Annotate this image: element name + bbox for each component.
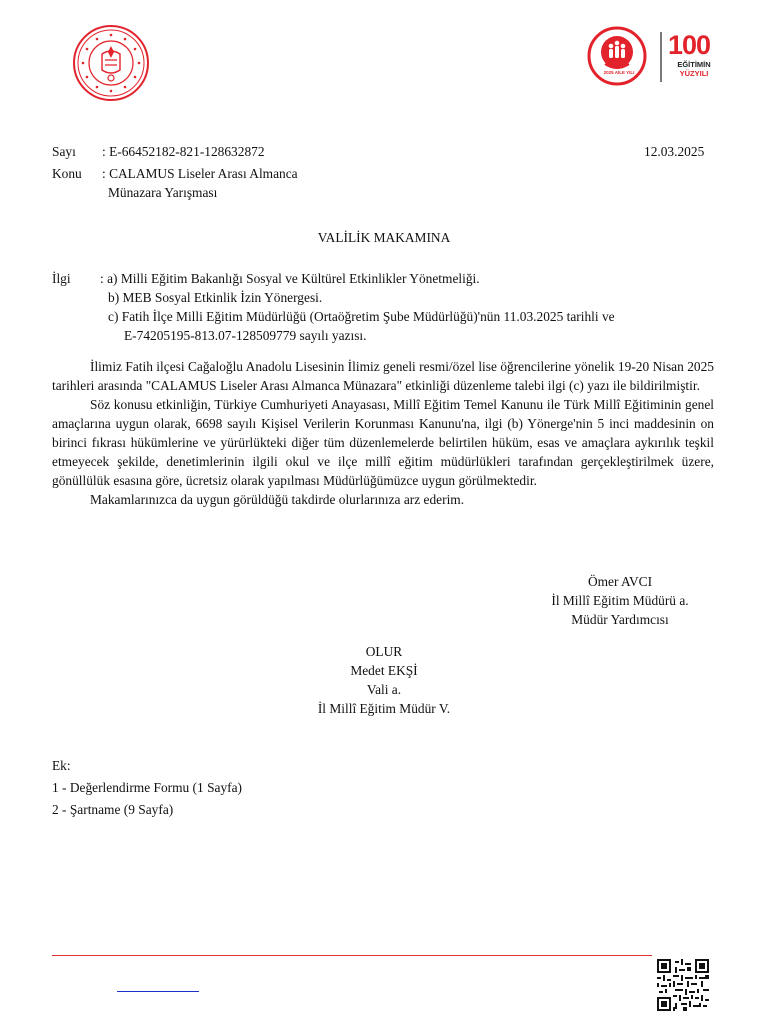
approval-block <box>0 642 768 718</box>
attachments-block <box>52 756 242 819</box>
recipient-heading: VALİLİK MAKAMINA <box>317 230 451 245</box>
signer-title2: Müdür Yardımcısı <box>571 612 669 627</box>
aile-yili-logo <box>585 26 665 88</box>
approval-name: Medet EKŞİ <box>350 663 418 678</box>
sayi-label: Sayı <box>52 144 76 159</box>
footer-divider <box>52 955 652 956</box>
egitimin-yuzyili-logo <box>668 30 720 90</box>
signer-title1: İl Millî Eğitim Müdürü a. <box>551 593 689 608</box>
footer-link-underline[interactable] <box>117 991 199 992</box>
ilgi-label: İlgi <box>52 271 71 286</box>
qr-code-icon <box>657 959 709 1011</box>
konu-label: Konu <box>52 166 82 181</box>
centennial-number: 100 <box>668 30 711 60</box>
ilgi-item-b: b) MEB Sosyal Etkinlik İzin Yönergesi. <box>108 290 323 305</box>
ilgi-item-c-cont: E-74205195-813.07-128509779 sayılı yazısı. <box>124 328 367 343</box>
body-paragraph-3: Makamlarınızca da uygun görüldüğü takdirde olurlarınıza arz ederim. <box>90 492 465 507</box>
letter-body <box>52 357 714 509</box>
aile-yili-caption: 2025 AİLE YILI <box>603 70 635 75</box>
sayi-value: : E-66452182-821-128632872 <box>102 144 265 159</box>
body-paragraph-2: Söz konusu etkinliğin, Türkiye Cumhuriyeti Anayasası, Millî Eğitim Temel Kanunu ile Türk Millî Eğitiminin genel amaçlarına uygun olarak, 6698 sayılı Kişisel Verilerin Korunması Kanunu'na, ilgi (b) Yönerge'nin 5 inci maddesinin on birinci fıkrası hükümlerine ve yürürlükteki diğer tüm düzenlemelerde belirtilen hüküm, esas ve amaçlara aykırılık teşkil etmeyecek şekilde, denetimlerinin ilgili okul ve ilçe millî eğitim müdürlükleri tarafından gerçekleştirilmek üzere, gönüllülük esasına göre, ücretsiz olarak yapılması Müdürlüğümüzce uygun görülmektedir. <box>52 397 714 488</box>
approval-olur: OLUR <box>365 644 403 659</box>
ilgi-item-c: c) Fatih İlçe Milli Eğitim Müdürlüğü (Ortaöğretim Şube Müdürlüğü)'nün 11.03.2025 tarihli ve <box>108 309 615 324</box>
attachments-label: Ek: <box>52 758 71 773</box>
ilgi-item-a: : a) Milli Eğitim Bakanlığı Sosyal ve Kültürel Etkinlikler Yönetmeliği. <box>100 271 480 286</box>
meb-seal-icon <box>72 24 150 102</box>
meb-seal-logo <box>72 24 150 102</box>
konu-value-line2: Münazara Yarışması <box>108 185 218 200</box>
qr-code <box>657 959 709 1011</box>
approval-title2: İl Millî Eğitim Müdür V. <box>317 701 451 716</box>
centennial-line2: YÜZYILI <box>679 69 709 78</box>
signer-block <box>520 572 720 629</box>
konu-value-line1: : CALAMUS Liseler Arası Almanca <box>102 166 298 181</box>
body-paragraph-1: İlimiz Fatih ilçesi Cağaloğlu Anadolu Lisesinin İlimiz geneli resmi/özel lise öğrencilerine yönelik 19-20 Nisan 2025 tarihleri arasında "CALAMUS Liseler Arası Almanca Münazara" etkinliği düzenleme talebi ilgi (c) yazı ile bildirilmiştir. <box>52 359 714 393</box>
aile-yili-emblem-icon <box>585 26 665 88</box>
attachment-item: 2 - Şartname (9 Sayfa) <box>52 802 174 817</box>
approval-title1: Vali a. <box>366 682 402 697</box>
signer-name: Ömer AVCI <box>587 574 653 589</box>
document-date: 12.03.2025 <box>644 144 705 159</box>
attachment-item: 1 - Değerlendirme Formu (1 Sayfa) <box>52 780 243 795</box>
centennial-line1: EĞİTİMİN <box>677 60 711 69</box>
